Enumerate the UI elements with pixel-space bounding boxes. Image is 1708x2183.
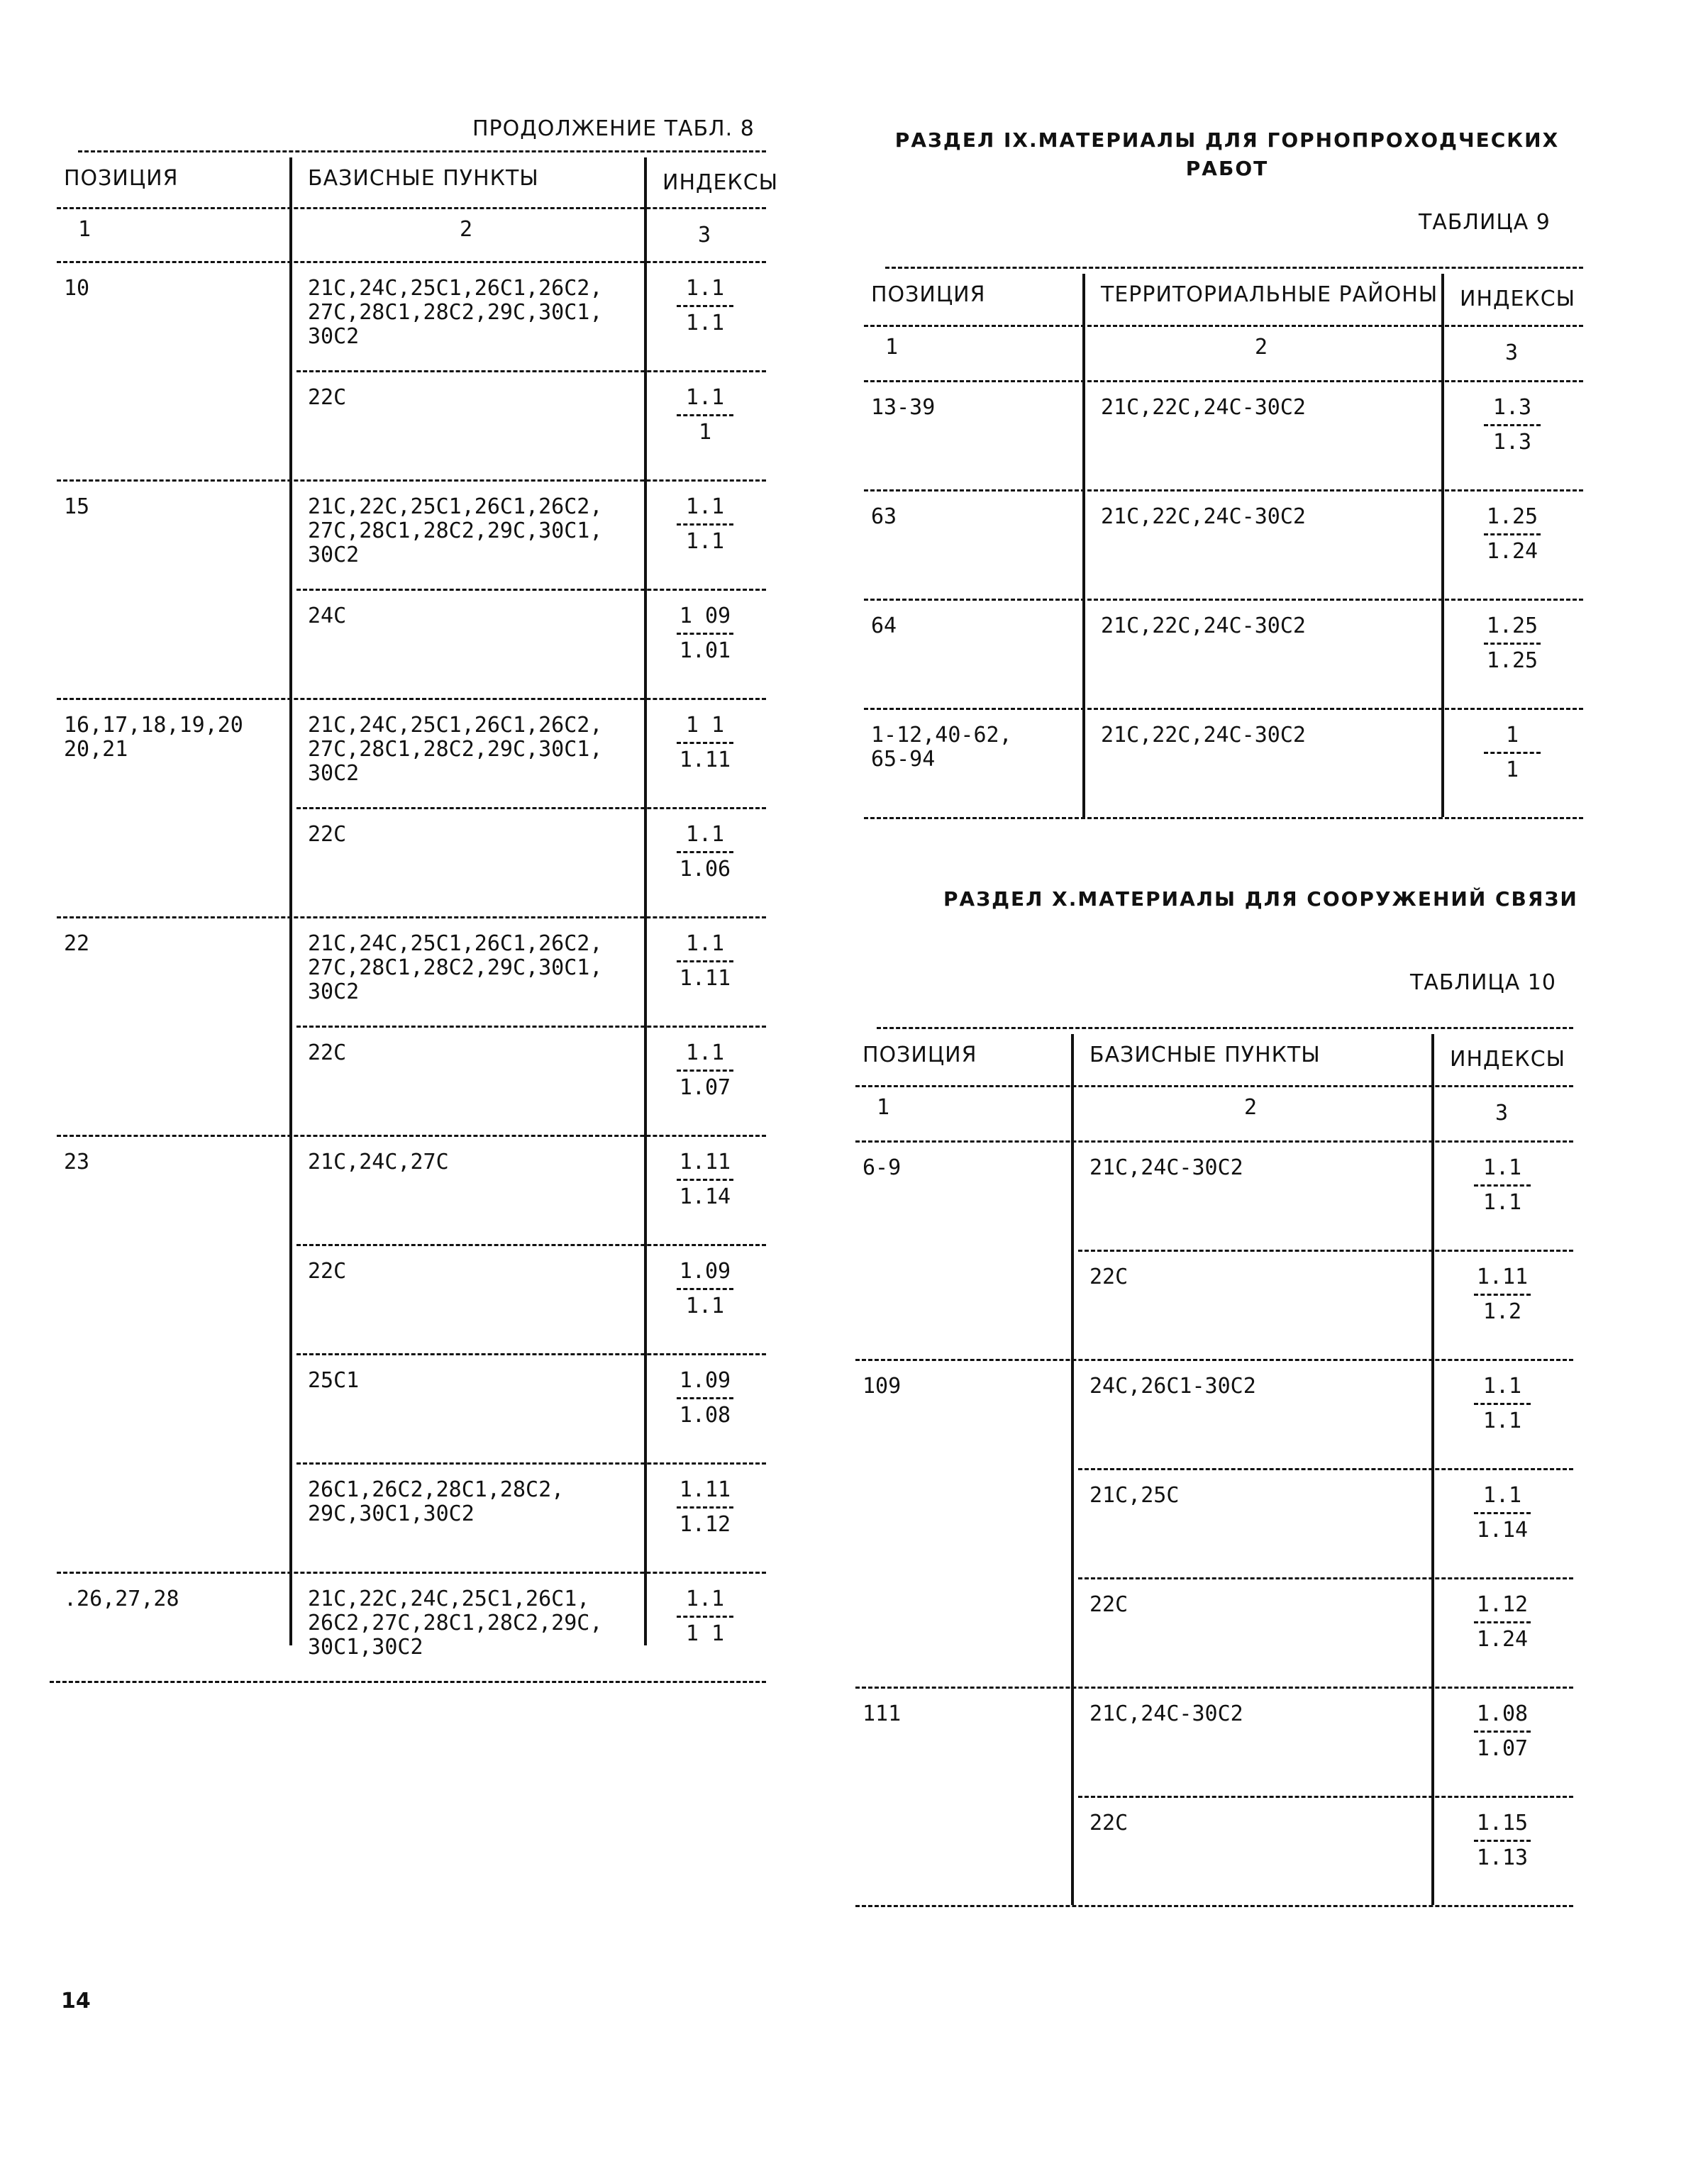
index-fraction — [662, 604, 748, 663]
index-top-value: 1.3 — [1492, 395, 1532, 420]
index-bottom-value: 1 — [698, 420, 712, 445]
page-number: 14 — [61, 1989, 91, 2013]
fraction-line — [677, 1616, 733, 1618]
index-top-value: 1 09 — [679, 604, 731, 628]
rule — [855, 1085, 1573, 1087]
index-bottom-value: 1.08 — [679, 1403, 731, 1428]
index-bottom-value: 1.11 — [679, 966, 731, 991]
index-bottom-value: 1.24 — [1486, 539, 1538, 564]
points-cell: 21C,24C,27C — [308, 1150, 449, 1174]
fraction-line — [677, 305, 733, 307]
index-bottom-value: 1 — [1505, 757, 1519, 782]
fraction-line — [1484, 643, 1541, 645]
position-cell: 63 — [871, 504, 897, 529]
index-fraction — [1470, 505, 1555, 564]
index-bottom-value: 1.11 — [679, 748, 731, 772]
column-header-indexes: ИНДЕКСЫ — [662, 170, 779, 195]
column-number-3: 3 — [1495, 1101, 1509, 1126]
rule — [864, 817, 1583, 819]
rule — [296, 1353, 766, 1355]
index-top-value: 1.1 — [685, 1040, 725, 1065]
index-fraction — [1460, 1484, 1545, 1543]
index-bottom-value: 1.14 — [1476, 1518, 1529, 1543]
fraction-line — [1474, 1621, 1531, 1623]
rule — [855, 1140, 1573, 1143]
index-bottom-value: 1.06 — [679, 857, 731, 882]
column-divider — [644, 157, 647, 1645]
fraction-line — [1484, 533, 1541, 535]
fraction-line — [1474, 1840, 1531, 1842]
rule — [57, 1572, 766, 1574]
column-header-position: ПОЗИЦИЯ — [64, 166, 179, 191]
rule — [885, 267, 1583, 269]
index-top-value: 1.1 — [685, 1587, 725, 1611]
column-number-2: 2 — [460, 217, 473, 242]
index-bottom-value: 1.3 — [1492, 430, 1532, 455]
rule — [50, 1681, 766, 1683]
rule — [57, 479, 766, 482]
position-cell: 15 — [64, 494, 90, 519]
index-fraction — [1460, 1374, 1545, 1433]
column-header-position: ПОЗИЦИЯ — [863, 1043, 977, 1067]
fraction-line — [677, 960, 733, 962]
index-bottom-value: 1.24 — [1476, 1627, 1529, 1652]
index-top-value: 1.12 — [1476, 1592, 1529, 1617]
index-bottom-value: 1.1 — [1482, 1190, 1522, 1215]
position-cell: 16,17,18,19,20 20,21 — [64, 713, 243, 762]
index-top-value: 1 1 — [685, 713, 725, 738]
column-number-2: 2 — [1255, 335, 1268, 360]
fraction-line — [677, 1506, 733, 1509]
rule — [855, 1359, 1573, 1361]
rule — [877, 1027, 1573, 1029]
points-cell: 22C — [308, 385, 347, 410]
column-number-1: 1 — [877, 1095, 890, 1120]
points-cell: 26C1,26C2,28C1,28C2, 29C,30C1,30C2 — [308, 1477, 565, 1526]
fraction-line — [677, 742, 733, 744]
column-number-3: 3 — [698, 223, 711, 248]
rule — [864, 708, 1583, 710]
points-cell: 21C,25C — [1089, 1483, 1180, 1508]
index-fraction — [662, 1150, 748, 1209]
index-top-value: 1.11 — [679, 1477, 731, 1502]
points-cell: 24C — [308, 604, 347, 628]
position-cell: 22 — [64, 931, 90, 956]
column-header-indexes: ИНДЕКСЫ — [1460, 287, 1576, 311]
index-fraction — [1470, 614, 1555, 673]
column-number-1: 1 — [885, 335, 899, 360]
points-cell: 21C,22C,25C1,26C1,26C2, 27C,28C1,28C2,29C,30C1, 30C2 — [308, 494, 603, 567]
rule — [1078, 1250, 1573, 1252]
section10-title: РАЗДЕЛ X.МАТЕРИАЛЫ ДЛЯ СООРУЖЕНИЙ СВЯЗИ — [943, 887, 1578, 911]
fraction-line — [1474, 1731, 1531, 1733]
fraction-line — [1474, 1184, 1531, 1187]
fraction-line — [677, 1179, 733, 1181]
rule — [78, 150, 766, 152]
index-top-value: 1.25 — [1486, 613, 1538, 638]
position-cell: 1-12,40-62, 65-94 — [871, 723, 1012, 772]
index-top-value: 1.09 — [679, 1259, 731, 1284]
index-fraction — [662, 1369, 748, 1428]
index-top-value: 1.11 — [679, 1150, 731, 1174]
points-cell: 21C,24C,25C1,26C1,26C2, 27C,28C1,28C2,29C,30C1, 30C2 — [308, 713, 603, 786]
rule — [296, 589, 766, 591]
table9-caption: ТАБЛИЦА 9 — [1419, 210, 1551, 235]
rule — [864, 599, 1583, 601]
index-bottom-value: 1 1 — [685, 1621, 725, 1646]
column-header-indexes: ИНДЕКСЫ — [1450, 1047, 1566, 1072]
column-number-1: 1 — [78, 217, 92, 242]
fraction-line — [677, 1070, 733, 1072]
points-cell: 22C — [308, 1040, 347, 1065]
points-cell: 21C,22C,24C-30C2 — [1101, 504, 1306, 529]
index-fraction — [662, 1260, 748, 1318]
rule — [864, 325, 1583, 327]
rule — [855, 1687, 1573, 1689]
position-cell: 6-9 — [863, 1155, 902, 1180]
fraction-line — [1484, 424, 1541, 426]
fraction-line — [677, 1397, 733, 1399]
points-cell: 21C,24C,25C1,26C1,26C2, 27C,28C1,28C2,29C,30C1, 30C2 — [308, 276, 603, 349]
index-bottom-value: 1.25 — [1486, 648, 1538, 673]
points-cell: 25C1 — [308, 1368, 360, 1393]
index-fraction — [662, 1041, 748, 1100]
fraction-line — [1474, 1403, 1531, 1405]
index-top-value: 1.1 — [685, 494, 725, 519]
points-cell: 22C — [1089, 1811, 1128, 1835]
position-cell: 10 — [64, 276, 90, 301]
index-top-value: 1.11 — [1476, 1265, 1529, 1289]
points-cell: 22C — [1089, 1592, 1128, 1617]
index-bottom-value: 1.01 — [679, 638, 731, 663]
rule — [1078, 1468, 1573, 1470]
index-fraction — [1470, 723, 1555, 782]
rule — [296, 370, 766, 372]
column-header-points: БАЗИСНЫЕ ПУНКТЫ — [1089, 1043, 1321, 1067]
rule — [864, 380, 1583, 382]
index-top-value: 1 — [1505, 723, 1519, 748]
rule — [296, 1462, 766, 1465]
fraction-line — [677, 523, 733, 526]
index-fraction — [662, 932, 748, 991]
index-fraction — [662, 495, 748, 554]
rule — [57, 698, 766, 700]
section9-title: РАЗДЕЛ IX.МАТЕРИАЛЫ ДЛЯ ГОРНОПРОХОДЧЕСКИХ РАБОТ — [894, 128, 1560, 180]
column-divider — [1441, 274, 1444, 817]
position-cell: 13-39 — [871, 395, 936, 420]
column-header-points: БАЗИСНЫЕ ПУНКТЫ — [308, 166, 539, 191]
rule — [57, 1135, 766, 1137]
table10-caption: ТАБЛИЦА 10 — [1410, 970, 1556, 995]
rule — [57, 916, 766, 918]
points-cell: 22C — [308, 1259, 347, 1284]
points-cell: 21C,22C,24C,25C1,26C1, 26C2,27C,28C1,28C2,29C, 30C1,30C2 — [308, 1587, 603, 1660]
fraction-line — [677, 414, 733, 416]
index-top-value: 1.08 — [1476, 1701, 1529, 1726]
index-top-value: 1.1 — [685, 385, 725, 410]
column-number-2: 2 — [1244, 1095, 1258, 1120]
index-top-value: 1.1 — [1482, 1374, 1522, 1399]
index-top-value: 1.1 — [685, 822, 725, 847]
index-top-value: 1.1 — [685, 931, 725, 956]
index-fraction — [662, 386, 748, 445]
index-fraction — [1460, 1702, 1545, 1761]
index-bottom-value: 1.12 — [679, 1512, 731, 1537]
fraction-line — [677, 851, 733, 853]
index-top-value: 1.1 — [685, 276, 725, 301]
index-top-value: 1.25 — [1486, 504, 1538, 529]
points-cell: 21C,24C,25C1,26C1,26C2, 27C,28C1,28C2,29C,30C1, 30C2 — [308, 931, 603, 1004]
position-cell: 64 — [871, 613, 897, 638]
column-divider — [1082, 274, 1085, 817]
column-divider — [289, 157, 292, 1645]
fraction-line — [1484, 752, 1541, 754]
rule — [57, 207, 766, 209]
position-cell: 109 — [863, 1374, 902, 1399]
points-cell: 21C,22C,24C-30C2 — [1101, 723, 1306, 748]
points-cell: 21C,22C,24C-30C2 — [1101, 395, 1306, 420]
index-bottom-value: 1.13 — [1476, 1845, 1529, 1870]
index-fraction — [662, 1587, 748, 1646]
index-bottom-value: 1.1 — [685, 311, 725, 335]
index-fraction — [662, 1478, 748, 1537]
index-top-value: 1.1 — [1482, 1483, 1522, 1508]
column-divider — [1071, 1034, 1074, 1905]
rule — [296, 1244, 766, 1246]
index-top-value: 1.15 — [1476, 1811, 1529, 1835]
points-cell: 24C,26C1-30C2 — [1089, 1374, 1256, 1399]
index-fraction — [1460, 1811, 1545, 1870]
rule — [855, 1905, 1573, 1907]
points-cell: 21C,24C-30C2 — [1089, 1155, 1243, 1180]
rule — [864, 489, 1583, 491]
table8-continuation-caption: ПРОДОЛЖЕНИЕ ТАБЛ. 8 — [472, 116, 755, 141]
points-cell: 22C — [308, 822, 347, 847]
index-bottom-value: 1.2 — [1482, 1299, 1522, 1324]
fraction-line — [1474, 1294, 1531, 1296]
column-header-position: ПОЗИЦИЯ — [871, 282, 986, 307]
index-bottom-value: 1.1 — [1482, 1409, 1522, 1433]
rule — [296, 807, 766, 809]
position-cell: 111 — [863, 1701, 902, 1726]
rule — [1078, 1796, 1573, 1798]
index-fraction — [1460, 1593, 1545, 1652]
index-fraction — [1460, 1156, 1545, 1215]
column-header-points: ТЕРРИТОРИАЛЬНЫЕ РАЙОНЫ — [1101, 282, 1438, 307]
fraction-line — [677, 1288, 733, 1290]
index-fraction — [1470, 396, 1555, 455]
rule — [296, 1026, 766, 1028]
column-number-3: 3 — [1505, 340, 1519, 365]
index-bottom-value: 1.1 — [685, 529, 725, 554]
index-bottom-value: 1.1 — [685, 1294, 725, 1318]
column-divider — [1431, 1034, 1434, 1905]
rule — [57, 261, 766, 263]
index-bottom-value: 1.14 — [679, 1184, 731, 1209]
index-fraction — [662, 823, 748, 882]
index-top-value: 1.09 — [679, 1368, 731, 1393]
index-fraction — [662, 713, 748, 772]
index-bottom-value: 1.07 — [679, 1075, 731, 1100]
rule — [1078, 1577, 1573, 1579]
index-fraction — [1460, 1265, 1545, 1324]
position-cell: .26,27,28 — [64, 1587, 179, 1611]
points-cell: 22C — [1089, 1265, 1128, 1289]
position-cell: 23 — [64, 1150, 90, 1174]
index-bottom-value: 1.07 — [1476, 1736, 1529, 1761]
index-fraction — [662, 277, 748, 335]
points-cell: 21C,22C,24C-30C2 — [1101, 613, 1306, 638]
fraction-line — [677, 633, 733, 635]
points-cell: 21C,24C-30C2 — [1089, 1701, 1243, 1726]
fraction-line — [1474, 1512, 1531, 1514]
index-top-value: 1.1 — [1482, 1155, 1522, 1180]
